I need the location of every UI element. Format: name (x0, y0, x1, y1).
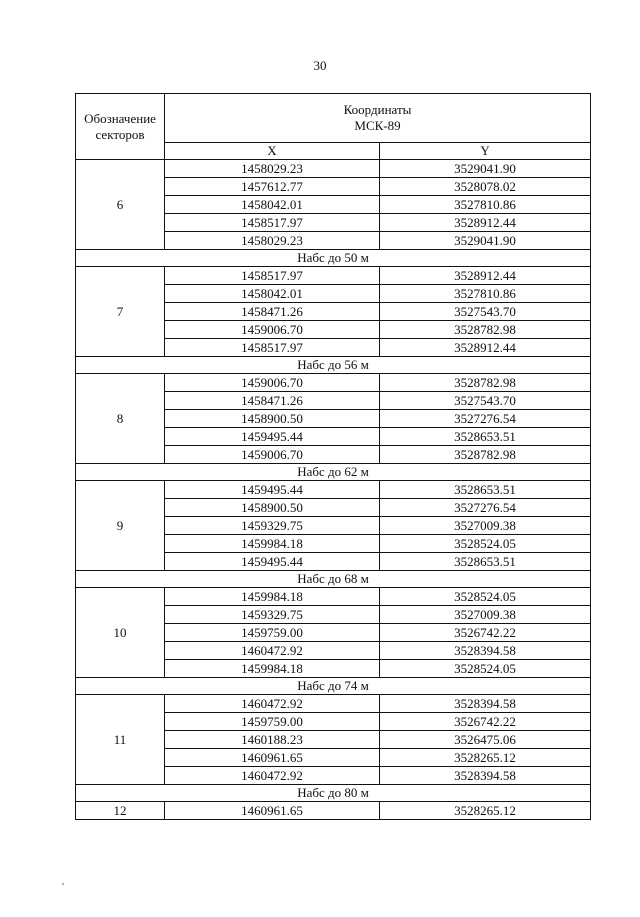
x-coordinate-cell: 1459984.18 (165, 660, 380, 678)
sector-id-cell: 6 (76, 160, 165, 250)
scan-speck (62, 883, 64, 885)
height-row (76, 678, 591, 695)
coordinate-system-label: МСК-89 (354, 118, 401, 133)
x-coordinate-cell: 1458900.50 (165, 410, 380, 428)
x-coordinate-cell: 1460188.23 (165, 731, 380, 749)
x-coordinate-cell: 1458471.26 (165, 303, 380, 321)
x-coordinate-cell: 1458029.23 (165, 160, 380, 178)
table-body (76, 160, 591, 820)
table-header (76, 94, 591, 160)
y-coordinate-cell: 3529041.90 (380, 160, 591, 178)
x-coordinate-cell: 1459759.00 (165, 624, 380, 642)
y-coordinate-cell: 3527276.54 (380, 499, 591, 517)
y-coordinate-cell: 3528782.98 (380, 321, 591, 339)
y-coordinate-cell: 3528524.05 (380, 535, 591, 553)
x-coordinate-cell: 1459006.70 (165, 446, 380, 464)
y-coordinate-cell: 3528265.12 (380, 749, 591, 767)
table-row (76, 802, 591, 820)
x-coordinate-cell: 1458517.97 (165, 267, 380, 285)
x-coordinate-cell: 1460961.65 (165, 749, 380, 767)
x-coordinate-cell: 1459006.70 (165, 321, 380, 339)
height-row (76, 785, 591, 802)
y-coordinate-cell: 3528912.44 (380, 214, 591, 232)
y-coordinate-cell: 3528394.58 (380, 642, 591, 660)
sector-id-cell: 12 (76, 802, 165, 820)
y-coordinate-cell: 3526742.22 (380, 624, 591, 642)
x-coordinate-cell: 1460961.65 (165, 802, 380, 820)
y-coordinate-cell: 3528653.51 (380, 481, 591, 499)
sector-column-header (76, 94, 165, 160)
y-coordinate-cell: 3528524.05 (380, 588, 591, 606)
y-coordinate-cell: 3529041.90 (380, 232, 591, 250)
table-row (76, 695, 591, 713)
y-column-header: Y (380, 143, 591, 160)
y-coordinate-cell: 3527543.70 (380, 303, 591, 321)
y-coordinate-cell: 3527009.38 (380, 606, 591, 624)
x-coordinate-cell: 1457612.77 (165, 178, 380, 196)
y-coordinate-cell: 3527276.54 (380, 410, 591, 428)
x-coordinate-cell: 1458517.97 (165, 339, 380, 357)
table-row (76, 481, 591, 499)
y-coordinate-cell: 3528265.12 (380, 802, 591, 820)
table-row (76, 588, 591, 606)
x-coordinate-cell: 1459329.75 (165, 606, 380, 624)
y-coordinate-cell: 3528524.05 (380, 660, 591, 678)
x-coordinate-cell: 1460472.92 (165, 767, 380, 785)
x-coordinate-cell: 1459495.44 (165, 428, 380, 446)
x-coordinate-cell: 1459006.70 (165, 374, 380, 392)
sector-id-cell: 8 (76, 374, 165, 464)
x-coordinate-cell: 1459495.44 (165, 481, 380, 499)
table-row (76, 267, 591, 285)
x-coordinate-cell: 1459984.18 (165, 588, 380, 606)
height-limit-cell: Набс до 74 м (76, 678, 591, 695)
y-coordinate-cell: 3528782.98 (380, 374, 591, 392)
x-coordinate-cell: 1458042.01 (165, 196, 380, 214)
y-coordinate-cell: 3527009.38 (380, 517, 591, 535)
y-coordinate-cell: 3528078.02 (380, 178, 591, 196)
coordinates-header (165, 94, 591, 143)
height-limit-cell: Набс до 68 м (76, 571, 591, 588)
sector-id-cell: 11 (76, 695, 165, 785)
sector-column-label: Обозначение секторов (84, 110, 156, 142)
x-coordinate-cell: 1458042.01 (165, 285, 380, 303)
height-row (76, 250, 591, 267)
x-coordinate-cell: 1458517.97 (165, 214, 380, 232)
sector-id-cell: 9 (76, 481, 165, 571)
x-coordinate-cell: 1458471.26 (165, 392, 380, 410)
y-coordinate-cell: 3526742.22 (380, 713, 591, 731)
y-coordinate-cell: 3528782.98 (380, 446, 591, 464)
y-coordinate-cell: 3528653.51 (380, 428, 591, 446)
coordinates-label: Координаты (343, 102, 412, 117)
y-coordinate-cell: 3527810.86 (380, 285, 591, 303)
page-number: 30 (313, 58, 327, 73)
height-limit-cell: Набс до 50 м (76, 250, 591, 267)
height-limit-cell: Набс до 56 м (76, 357, 591, 374)
x-coordinate-cell: 1459759.00 (165, 713, 380, 731)
y-coordinate-cell: 3528912.44 (380, 339, 591, 357)
height-limit-cell: Набс до 62 м (76, 464, 591, 481)
x-coordinate-cell: 1460472.92 (165, 695, 380, 713)
y-coordinate-cell: 3528394.58 (380, 695, 591, 713)
coordinates-table (75, 93, 591, 820)
height-row (76, 464, 591, 481)
x-coordinate-cell: 1459329.75 (165, 517, 380, 535)
x-coordinate-cell: 1460472.92 (165, 642, 380, 660)
y-coordinate-cell: 3527543.70 (380, 392, 591, 410)
y-coordinate-cell: 3528394.58 (380, 767, 591, 785)
x-coordinate-cell: 1459495.44 (165, 553, 380, 571)
x-coordinate-cell: 1458029.23 (165, 232, 380, 250)
height-row (76, 571, 591, 588)
sector-id-cell: 10 (76, 588, 165, 678)
y-coordinate-cell: 3527810.86 (380, 196, 591, 214)
height-row (76, 357, 591, 374)
height-limit-cell: Набс до 80 м (76, 785, 591, 802)
table-row (76, 374, 591, 392)
y-coordinate-cell: 3528912.44 (380, 267, 591, 285)
x-coordinate-cell: 1459984.18 (165, 535, 380, 553)
y-coordinate-cell: 3528653.51 (380, 553, 591, 571)
x-column-header: X (165, 143, 380, 160)
x-coordinate-cell: 1458900.50 (165, 499, 380, 517)
sector-id-cell: 7 (76, 267, 165, 357)
table-row (76, 160, 591, 178)
y-coordinate-cell: 3526475.06 (380, 731, 591, 749)
